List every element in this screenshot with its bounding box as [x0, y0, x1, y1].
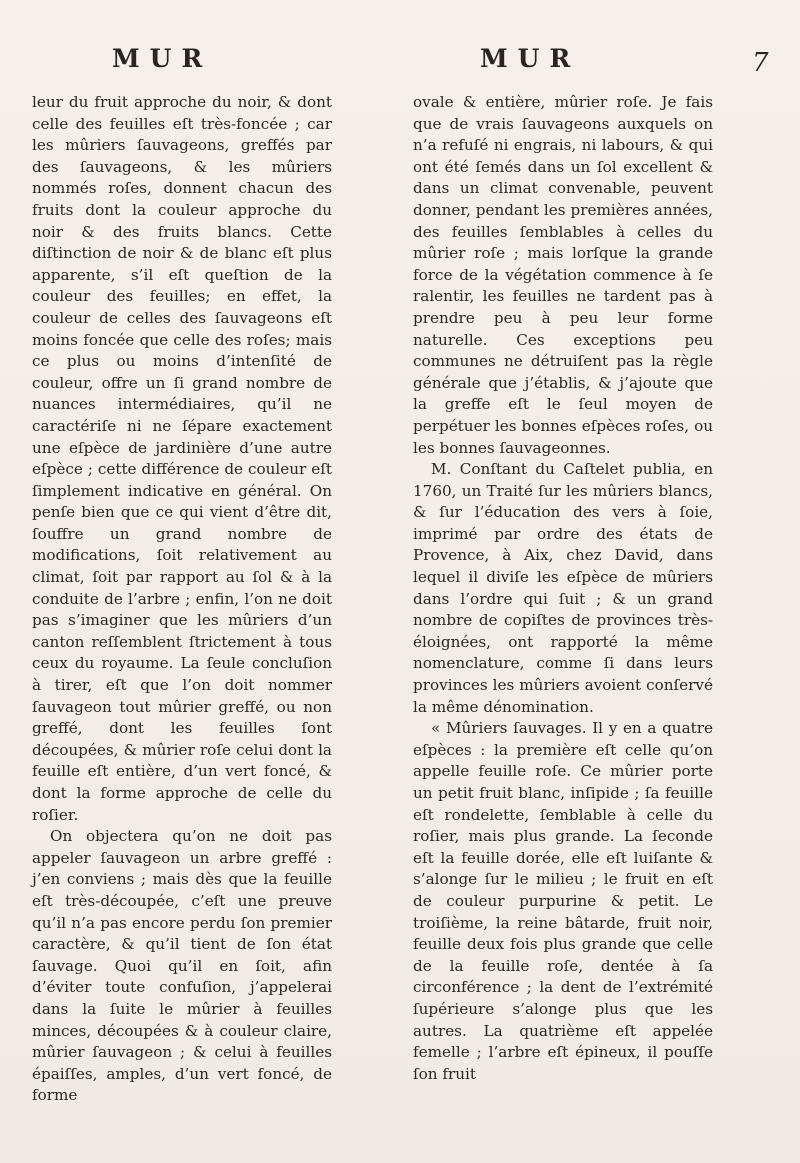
header-left-title: MUR	[112, 44, 213, 73]
right-paragraph-1: ovale & entière, mûrier roſe. Je fais que de vrais ſauvageons auxquels on n’a refuſé ni engrais, ni labours, & qui ont été ſemés dans un ſol excellent & dans un climat convenable, peuvent donner, pendant les premières années, des feuilles ſemblables à celles du mûrier roſe ; mais lorſque la grande force de la végétation commence à ſe ralentir, les feuilles ne tardent pas à prendre peu à peu leur forme naturelle. Ces exceptions peu communes ne détruiſent pas la règle générale que j’établis, & j’ajoute que la greffe eſt le ſeul moyen de perpétuer les bonnes eſpèces roſes, ou les bonnes ſauvageonnes.	[413, 93, 713, 457]
left-column	[32, 92, 332, 1107]
left-paragraph-1: leur du fruit approche du noir, & dont celle des feuilles eſt très-foncée ; car les mûriers ſauvageons, greffés par des ſauvageons, & les mûriers nommés roſes, donnent chacun des fruits dont la couleur approche du noir & des fruits blancs. Cette diſtinction de noir & de blanc eſt plus apparente, s’il eſt queſtion de la couleur des feuilles; en effet, la couleur de celles des ſauvageons eſt moins foncée que celle des roſes; mais ce plus ou moins d’intenſité de couleur, offre un ſi grand nombre de nuances intermédiaires, qu’il ne caractériſe ni ne ſépare exactement une eſpèce de jardinière d’une autre eſpèce ; cette différence de couleur eſt ſimplement indicative en général. On penſe bien que ce qui vient d’être dit, ſouffre un grand nombre de modifications, ſoit relativement au climat, ſoit par rapport au ſol & à la conduite de l’arbre ; enfin, l’on ne doit pas s’imaginer que les mûriers d’un canton reſſemblent ſtrictement à tous ceux du royaume. La ſeule concluſion à tirer, eſt que l’on doit nommer ſauvageon tout mûrier greffé, ou non greffé, dont les feuilles ſont découpées, & mûrier roſe celui dont la feuille eſt entière, d’un vert foncé, & dont la forme approche de celle du roſier.	[32, 93, 332, 824]
header-right-title: MUR	[480, 44, 581, 73]
right-paragraph-3: « Mûriers ſauvages. Il y en a quatre eſpèces : la première eſt celle qu’on appelle feuille roſe. Ce mûrier porte un petit fruit blanc, inſipide ; ſa feuille eſt rondelette, ſemblable à celle du roſier, mais plus grande. La ſeconde eſt la feuille dorée, elle eſt luiſante & s’alonge ſur le milieu ; le fruit en eſt de couleur purpurine & petit. Le troiſième, la reine bâtarde, fruit noir, feuille deux fois plus grande que celle de la feuille roſe, dentée à ſa circonférence ; la dent de l’extrémité ſupérieure s’alonge plus que les autres. La quatrième eſt appelée femelle ; l’arbre eſt épineux, il pouſſe ſon fruit	[413, 719, 713, 1083]
right-column	[413, 92, 713, 1085]
left-paragraph-2: On objectera qu’on ne doit pas appeler ſauvageon un arbre greffé : j’en conviens ; mais dès que la feuille eſt très-découpée, c’eſt une preuve qu’il n’a pas encore perdu ſon premier caractère, & qu’il tient de ſon état ſauvage. Quoi qu’il en ſoit, afin d’éviter toute confuſion, j’appelerai dans la ſuite le mûrier à feuilles minces, découpées & à couleur claire, mûrier ſauvageon ; & celui à feuilles épaiſſes, amples, d’un vert foncé, de forme	[32, 827, 332, 1105]
page-number: 7	[752, 48, 769, 78]
right-paragraph-2: M. Conſtant du Caſtelet publia, en 1760, un Traité ſur les mûriers blancs, & ſur l’éducation des vers à ſoie, imprimé par ordre des états de Provence, à Aix, chez David, dans lequel il diviſe les eſpèce de mûriers dans l’ordre qui ſuit ; & un grand nombre de copiſtes de provinces très-éloignées, ont rapporté la même nomenclature, comme ſi dans leurs provinces les mûriers avoient conſervé la même dénomination.	[413, 460, 713, 716]
running-header	[0, 44, 800, 84]
